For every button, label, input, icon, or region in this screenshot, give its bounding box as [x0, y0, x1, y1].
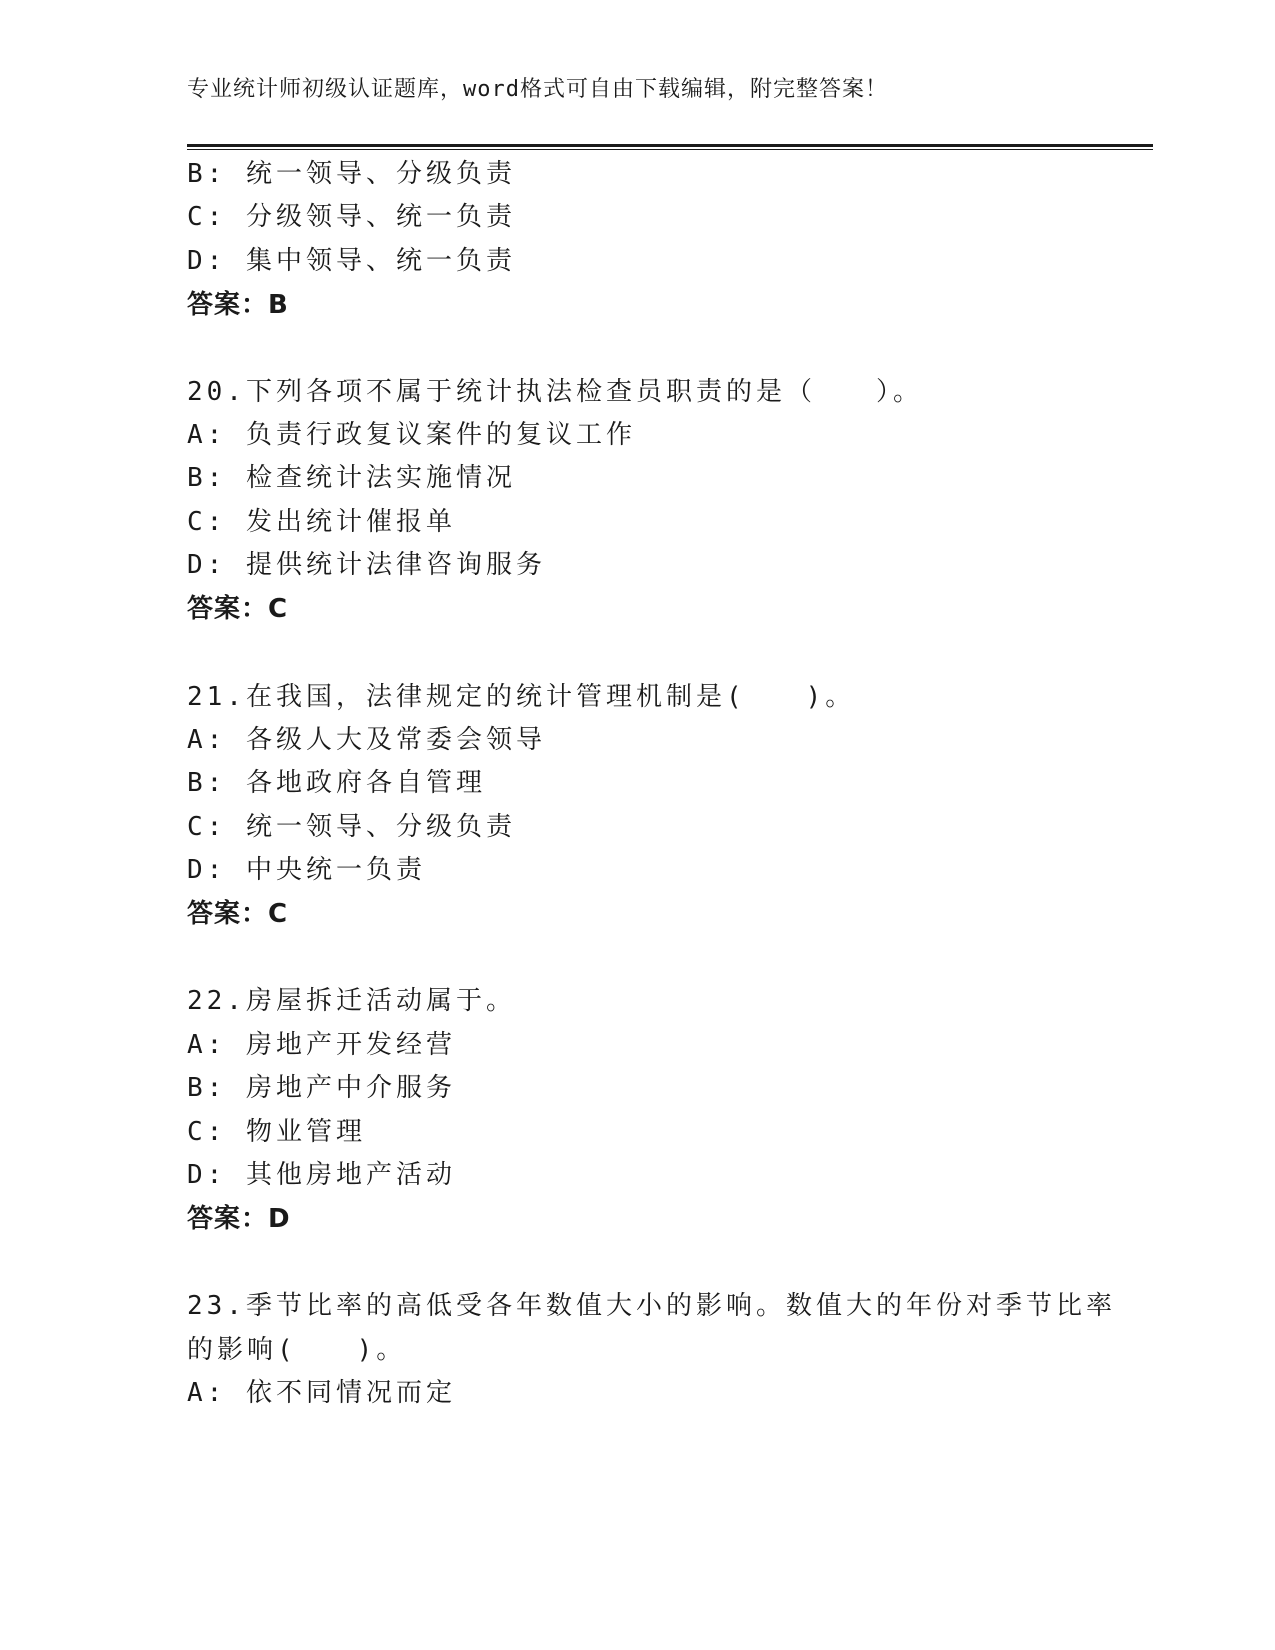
- option-a: A: 各级人大及常委会领导: [187, 725, 546, 755]
- question-stem: 22.房屋拆迁活动属于。: [187, 986, 516, 1016]
- option-b: B: 检查统计法实施情况: [187, 463, 516, 493]
- header-rule-thick: [187, 144, 1153, 147]
- option-a: A: 负责行政复议案件的复议工作: [187, 420, 636, 450]
- option-c: C: 发出统计催报单: [187, 507, 456, 537]
- header-rule-thin: [187, 149, 1153, 150]
- question-stem: 21.在我国，法律规定的统计管理机制是( )。: [187, 682, 856, 712]
- option-b: B: 房地产中介服务: [187, 1073, 456, 1103]
- option-b: B: 各地政府各自管理: [187, 768, 486, 798]
- question-stem-line-1: 23.季节比率的高低受各年数值大小的影响。数值大的年份对季节比率: [187, 1291, 1116, 1321]
- answer: 答案：C: [187, 899, 289, 929]
- answer: 答案：C: [187, 594, 289, 624]
- option-a: A: 依不同情况而定: [187, 1378, 456, 1408]
- header-text: 专业统计师初级认证题库，word格式可自由下载编辑，附完整答案！: [187, 77, 888, 102]
- option-a: A: 房地产开发经营: [187, 1030, 456, 1060]
- option-d: D: 集中领导、统一负责: [187, 246, 516, 276]
- option-b: B: 统一领导、分级负责: [187, 159, 516, 189]
- option-d: D: 提供统计法律咨询服务: [187, 550, 546, 580]
- option-c: C: 统一领导、分级负责: [187, 812, 516, 842]
- option-c: C: 物业管理: [187, 1117, 366, 1147]
- option-c: C: 分级领导、统一负责: [187, 202, 516, 232]
- question-stem-line-2: 的影响( )。: [187, 1335, 407, 1365]
- option-d: D: 中央统一负责: [187, 855, 426, 885]
- answer: 答案：D: [187, 1204, 291, 1234]
- option-d: D: 其他房地产活动: [187, 1160, 456, 1190]
- answer: 答案：B: [187, 290, 289, 320]
- question-stem: 20.下列各项不属于统计执法检查员职责的是（ ）。: [187, 377, 923, 407]
